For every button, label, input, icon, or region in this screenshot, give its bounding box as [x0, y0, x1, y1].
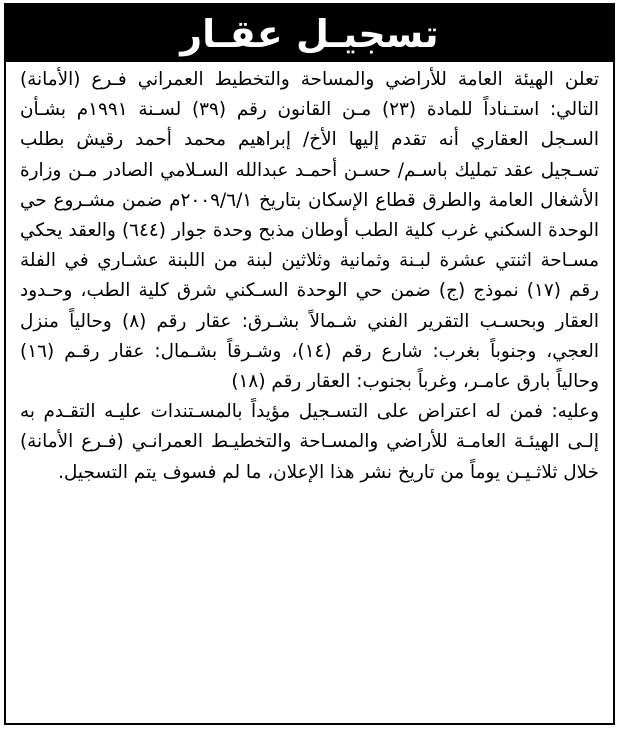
notice-box: [4, 3, 615, 725]
notice-paragraph-objection: وعليه: فمن له اعتراض على التسـجيل مؤيداً بالمسـتندات عليـه التقـدم به إلـى الهيئـة العامـة للأراضي والمسـاحة والتخطيـط العمرانـي (فـرع الأمانة) خلال ثلاثـيـن يوماً من تاريخ نشر هذا الإعلان، ما لم فسوف يتم التسجيل.: [20, 401, 599, 483]
notice-body: [20, 65, 599, 488]
title-bar: [6, 5, 613, 62]
notice-paragraph-main: تعلن الهيئة العامة للأراضي والمساحة والتخطيط العمراني فـرع (الأمانة) التالي: استـناداً للمادة (٢٣) مـن القانون رقم (٣٩) لسـنة ١٩٩١م بشـأن السـجل العقاري أنه تقدم إليها الأخ/ إبراهيم محمد أحمد رقيش بطلب تسـجيل عقد تمليك باسـم/ حسـن أحمـد عبدالله السـلامي الصادر مـن وزارة الأشغال العامة والطرق قطاع الإسكان بتاريخ ٢٠٠٩/٦/١م ضمن مشـروع حي الوحدة السكني غرب كلية الطب أوطان مذبح وحدة جوار (٦٤٤) والعقد يحكي مسـاحة اثنتي عشرة لبـنة وثمانية وثلاثين لبنة من اللبنة عشـاري في الفلة رقم (١٧) نموذج (ج) ضمن حي الوحدة السـكني شرق كلية الطب، وحـدود العقار وبحسـب التقرير الفني شـمالاً بشـرق: عقار رقم (٨) وحالياً منزل العجي، وجنوباً بغرب: شارع رقم (١٤)، وشـرقاً بشـمال: عقار رقـم (١٦) وحالياً بارق عامـر، وغرباً بجنوب: العقار رقم (١٨): [20, 69, 599, 393]
notice-title: تسجيـل عقـار: [180, 11, 439, 56]
